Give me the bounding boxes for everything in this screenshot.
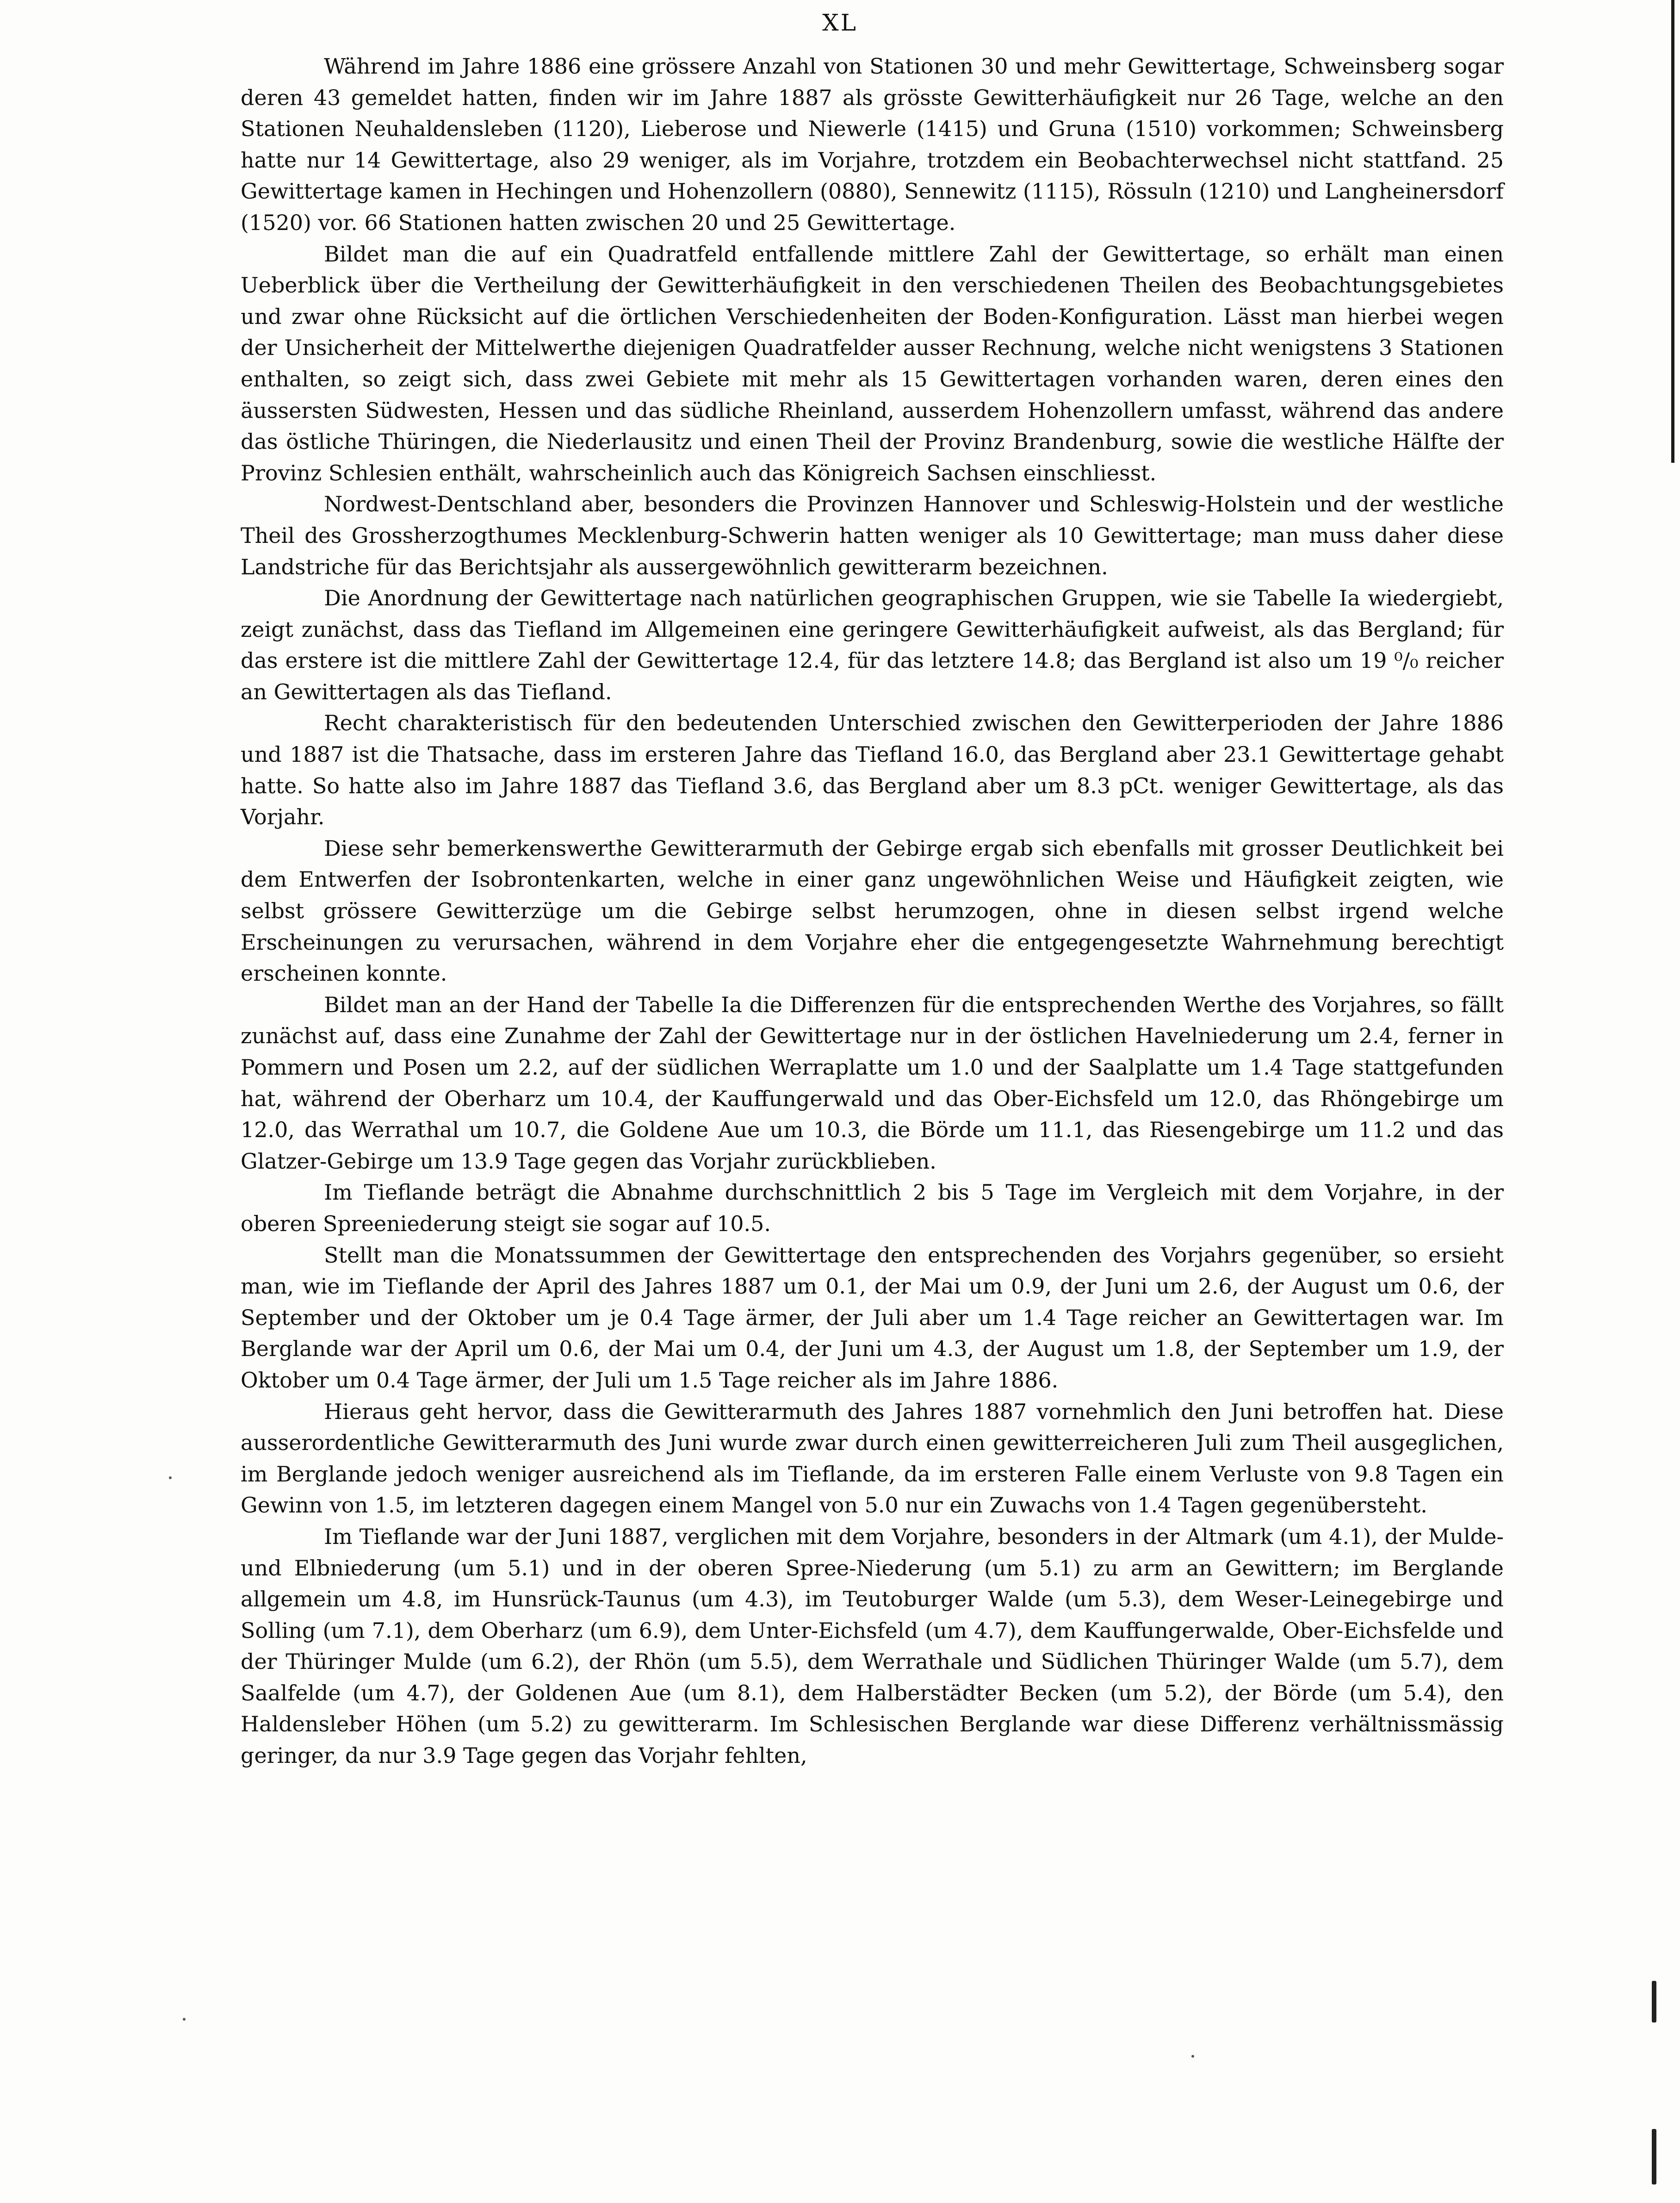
scan-speck (169, 1476, 172, 1479)
paragraph-9: Stellt man die Monatssummen der Gewittertage den entsprechenden des Vorjahrs gegenüber, so ersieht man, wie im Tieflande der April des Jahres 1887 um 0.1, der Mai um 0.9, der Juni um 2.6, der August um 0.6, der September und der Oktober um je 0.4 Tage ärmer, der Juli aber um 1.4 Tage reicher an Gewittertagen war. Im Berglande war der April um 0.6, der Mai um 0.4, der Juni um 4.3, der August um 1.8, der September um 1.9, der Oktober um 0.4 Tage ärmer, der Juli um 1.5 Tage reicher als im Jahre 1886. (241, 1242, 1504, 1393)
paragraph-2: Bildet man die auf ein Quadratfeld entfallende mittlere Zahl der Gewittertage, so erhält man einen Ueberblick über die Vertheilung der Gewitterhäufigkeit in den verschiedenen Theilen des Beobachtungsgebietes und zwar ohne Rücksicht auf die örtlichen Verschiedenheiten der Boden-Konfiguration. Lässt man hierbei wegen der Unsicherheit der Mittelwerthe diejenigen Quadratfelder ausser Rechnung, welche nicht wenigstens 3 Stationen enthalten, so zeigt sich, dass zwei Gebiete mit mehr als 15 Gewittertagen vorhanden waren, deren eines den äussersten Südwesten, Hessen und das südliche Rheinland, ausserdem Hohenzollern umfasst, während das andere das östliche Thüringen, die Niederlausitz und einen Theil der Provinz Brandenburg, sowie die westliche Hälfte der Provinz Schlesien enthält, wahrscheinlich auch das Königreich Sachsen einschliesst. (241, 241, 1504, 485)
paragraph-8: Im Tieflande beträgt die Abnahme durchschnittlich 2 bis 5 Tage im Vergleich mit dem Vorjahre, in der oberen Spreeniederung steigt sie sogar auf 10.5. (241, 1180, 1504, 1236)
body-text (241, 51, 1504, 1772)
paragraph-4: Die Anordnung der Gewittertage nach natürlichen geographischen Gruppen, wie sie Tabelle Ia wiedergiebt, zeigt zunächst, dass das Tiefland im Allgemeinen eine geringere Gewitterhäufigkeit aufweist, als das Bergland; für das erstere ist die mittlere Zahl der Gewittertage 12.4, für das letztere 14.8; das Bergland ist also um 19 ⁰/₀ reicher an Gewittertagen als das Tiefland. (241, 585, 1504, 704)
paragraph-11: Im Tieflande war der Juni 1887, verglichen mit dem Vorjahre, besonders in der Altmark (um 4.1), der Mulde- und Elbniederung (um 5.1) und in der oberen Spree-Niederung (um 5.1) zu arm an Gewittern; im Berglande allgemein um 4.8, im Hunsrück-Taunus (um 4.3), im Teutoburger Walde (um 5.3), dem Weser-Leinegebirge und Solling (um 7.1), dem Oberharz (um 6.9), dem Unter-Eichsfeld (um 4.7), dem Kauffungerwalde, Ober-Eichsfelde und der Thüringer Mulde (um 6.2), der Rhön (um 5.5), dem Werrathale und Südlichen Thüringer Walde (um 5.7), dem Saalfelde (um 4.7), der Goldenen Aue (um 8.1), dem Halberstädter Becken (um 5.2), der Börde (um 5.4), den Haldensleber Höhen (um 5.2) zu gewitterarm. Im Schlesischen Berglande war diese Differenz verhältnissmässig geringer, da nur 3.9 Tage gegen das Vorjahr fehlten, (241, 1524, 1504, 1768)
scan-edge-line (1671, 0, 1674, 463)
scan-edge-mark (1652, 1981, 1656, 2023)
paragraph-3: Nordwest-Dentschland aber, besonders die Provinzen Hannover und Schleswig-Holstein und der westliche Theil des Grossherzogthumes Mecklenburg-Schwerin hatten weniger als 10 Gewittertage; man muss daher diese Landstriche für das Berichtsjahr als aussergewöhnlich gewitterarm bezeichnen. (241, 492, 1504, 579)
scan-edge-mark (1652, 2129, 1656, 2184)
scan-speck (1191, 2055, 1194, 2058)
paragraph-6: Diese sehr bemerkenswerthe Gewitterarmuth der Gebirge ergab sich ebenfalls mit grosser Deutlichkeit bei dem Entwerfen der Isobrontenkarten, welche in einer ganz ungewöhnlichen Weise und Häufigkeit zeigten, wie selbst grössere Gewitterzüge um die Gebirge selbst herumzogen, ohne in diesen selbst irgend welche Erscheinungen zu verursachen, während in dem Vorjahre eher die entgegengesetzte Wahrnehmung berechtigt erscheinen konnte. (241, 835, 1504, 986)
page-number: XL (822, 9, 858, 36)
scan-speck (183, 2018, 186, 2021)
paragraph-5: Recht charakteristisch für den bedeutenden Unterschied zwischen den Gewitterperioden der Jahre 1886 und 1887 ist die Thatsache, dass im ersteren Jahre das Tiefland 16.0, das Bergland aber 23.1 Gewittertage gehabt hatte. So hatte also im Jahre 1887 das Tiefland 3.6, das Bergland aber um 8.3 pCt. weniger Gewittertage, als das Vorjahr. (241, 710, 1504, 830)
paragraph-10: Hieraus geht hervor, dass die Gewitterarmuth des Jahres 1887 vornehmlich den Juni betroffen hat. Diese ausserordentliche Gewitterarmuth des Juni wurde zwar durch einen gewitterreicheren Juli zum Theil ausgeglichen, im Berglande jedoch weniger ausreichend als im Tieflande, da im ersteren Falle einem Verluste von 9.8 Tagen ein Gewinn von 1.5, im letzteren dagegen einem Mangel von 5.0 nur ein Zuwachs von 1.4 Tagen gegenübersteht. (241, 1399, 1504, 1518)
paragraph-1: Während im Jahre 1886 eine grössere Anzahl von Stationen 30 und mehr Gewittertage, Schweinsberg sogar deren 43 gemeldet hatten, finden wir im Jahre 1887 als grösste Gewitterhäufigkeit nur 26 Tage, welche an den Stationen Neuhaldensleben (1120), Lieberose und Niewerle (1415) und Gruna (1510) vorkommen; Schweinsberg hatte nur 14 Gewittertage, also 29 weniger, als im Vorjahre, trotzdem ein Beobachterwechsel nicht stattfand. 25 Gewittertage kamen in Hechingen und Hohenzollern (0880), Sennewitz (1115), Rössuln (1210) und Langheinersdorf (1520) vor. 66 Stationen hatten zwischen 20 und 25 Gewittertage. (241, 54, 1504, 235)
paragraph-7: Bildet man an der Hand der Tabelle Ia die Differenzen für die entsprechenden Werthe des Vorjahres, so fällt zunächst auf, dass eine Zunahme der Zahl der Gewittertage nur in der östlichen Havelniederung um 2.4, ferner in Pommern und Posen um 2.2, auf der südlichen Werraplatte um 1.0 und der Saalplatte um 1.4 Tage stattgefunden hat, während der Oberharz um 10.4, der Kauffungerwald und das Ober-Eichsfeld um 12.0, das Rhöngebirge um 12.0, das Werrathal um 10.7, die Goldene Aue um 10.3, die Börde um 11.1, das Riesengebirge um 11.2 und das Glatzer-Gebirge um 13.9 Tage gegen das Vorjahr zurückblieben. (241, 992, 1504, 1174)
